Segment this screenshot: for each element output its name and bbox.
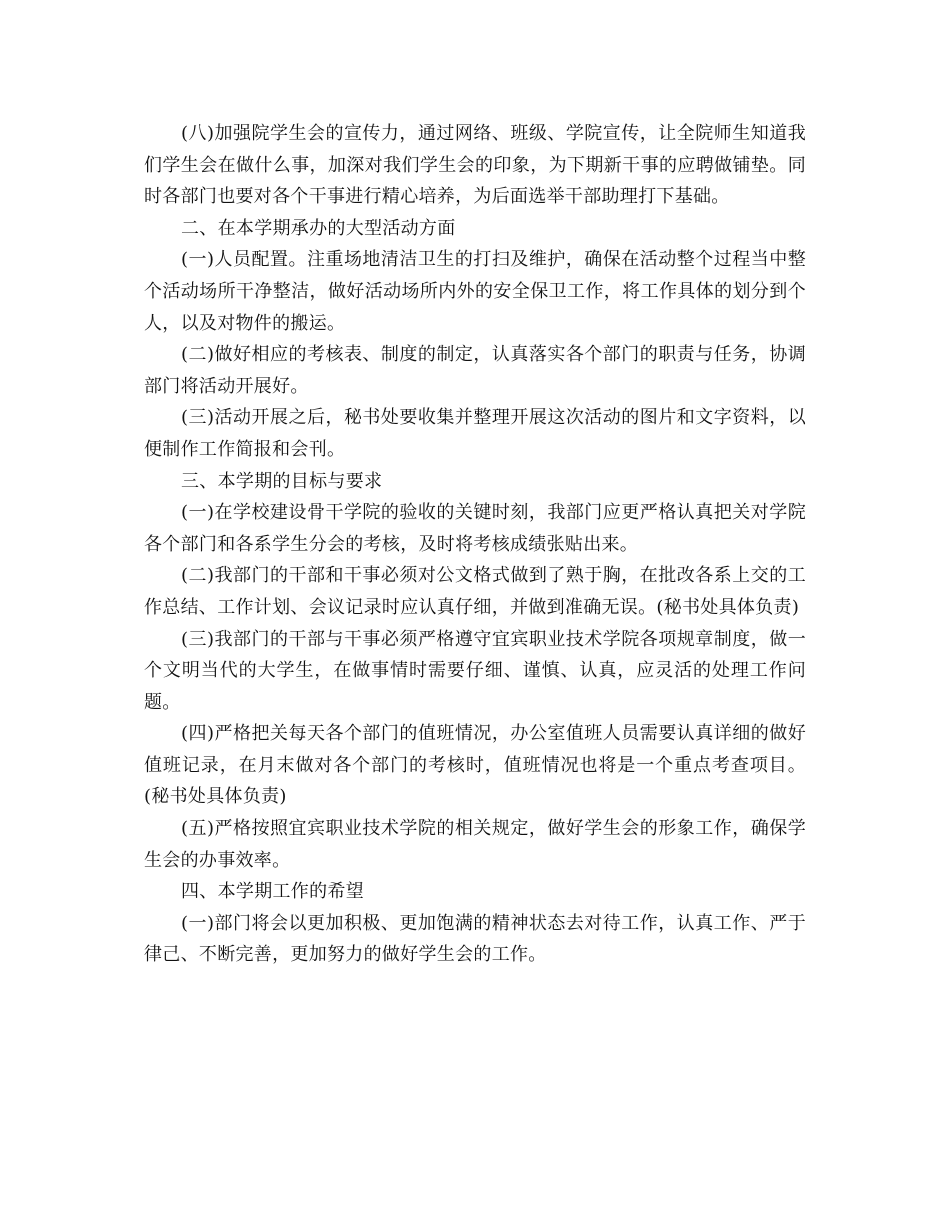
paragraph-materials: (三)活动开展之后，秘书处要收集并整理开展这次活动的图片和文字资料，以便制作工作简报和会刊。 bbox=[144, 407, 806, 460]
section-heading-3: 三、本学期的目标与要求 bbox=[181, 470, 383, 492]
paragraph-acceptance: (一)在学校建设骨干学院的验收的关键时刻，我部门应更严格认真把关对学院各个部门和各系学生分会的考核，及时将考核成绩张贴出来。 bbox=[144, 502, 806, 555]
paragraph-duty-records: (四)严格把关每天各个部门的值班情况，办公室值班人员需要认真详细的做好值班记录，在月末做对各个部门的考核时，值班情况也将是一个重点考查项目。(秘书处具体负责) bbox=[144, 723, 806, 808]
paragraph-image-work: (五)严格按照宜宾职业技术学院的相关规定，做好学生会的形象工作，确保学生会的办事效率。 bbox=[144, 818, 806, 871]
paragraph-rules: (三)我部门的干部与干事必须严格遵守宜宾职业技术学院各项规章制度，做一个文明当代的大学生，在做事情时需要仔细、谨慎、认真，应灵活的处理工作问题。 bbox=[144, 628, 806, 713]
paragraph-assessment-forms: (二)做好相应的考核表、制度的制定，认真落实各个部门的职责与任务，协调部门将活动开展好。 bbox=[144, 344, 806, 397]
section-heading-4: 四、本学期工作的希望 bbox=[181, 881, 364, 903]
document-body bbox=[144, 118, 806, 971]
paragraph-8-publicity: (八)加强院学生会的宣传力，通过网络、班级、学院宣传，让全院师生知道我们学生会在做什么事，加深对我们学生会的印象，为下期新干事的应聘做铺垫。同时各部门也要对各个干事进行精心培养，为后面选举干部助理打下基础。 bbox=[144, 123, 806, 208]
paragraph-hopes: (一)部门将会以更加积极、更加饱满的精神状态去对待工作，认真工作、严于律己、不断完善，更加努力的做好学生会的工作。 bbox=[144, 912, 806, 966]
paragraph-document-format: (二)我部门的干部和干事必须对公文格式做到了熟于胸，在批改各系上交的工作总结、工作计划、会议记录时应认真仔细，并做到准确无误。(秘书处具体负责) bbox=[144, 565, 806, 618]
section-heading-2: 二、在本学期承办的大型活动方面 bbox=[181, 217, 456, 239]
paragraph-staffing: (一)人员配置。注重场地清洁卫生的打扫及维护，确保在活动整个过程当中整个活动场所干净整洁，做好活动场所内外的安全保卫工作，将工作具体的划分到个人，以及对物件的搬运。 bbox=[144, 249, 806, 334]
